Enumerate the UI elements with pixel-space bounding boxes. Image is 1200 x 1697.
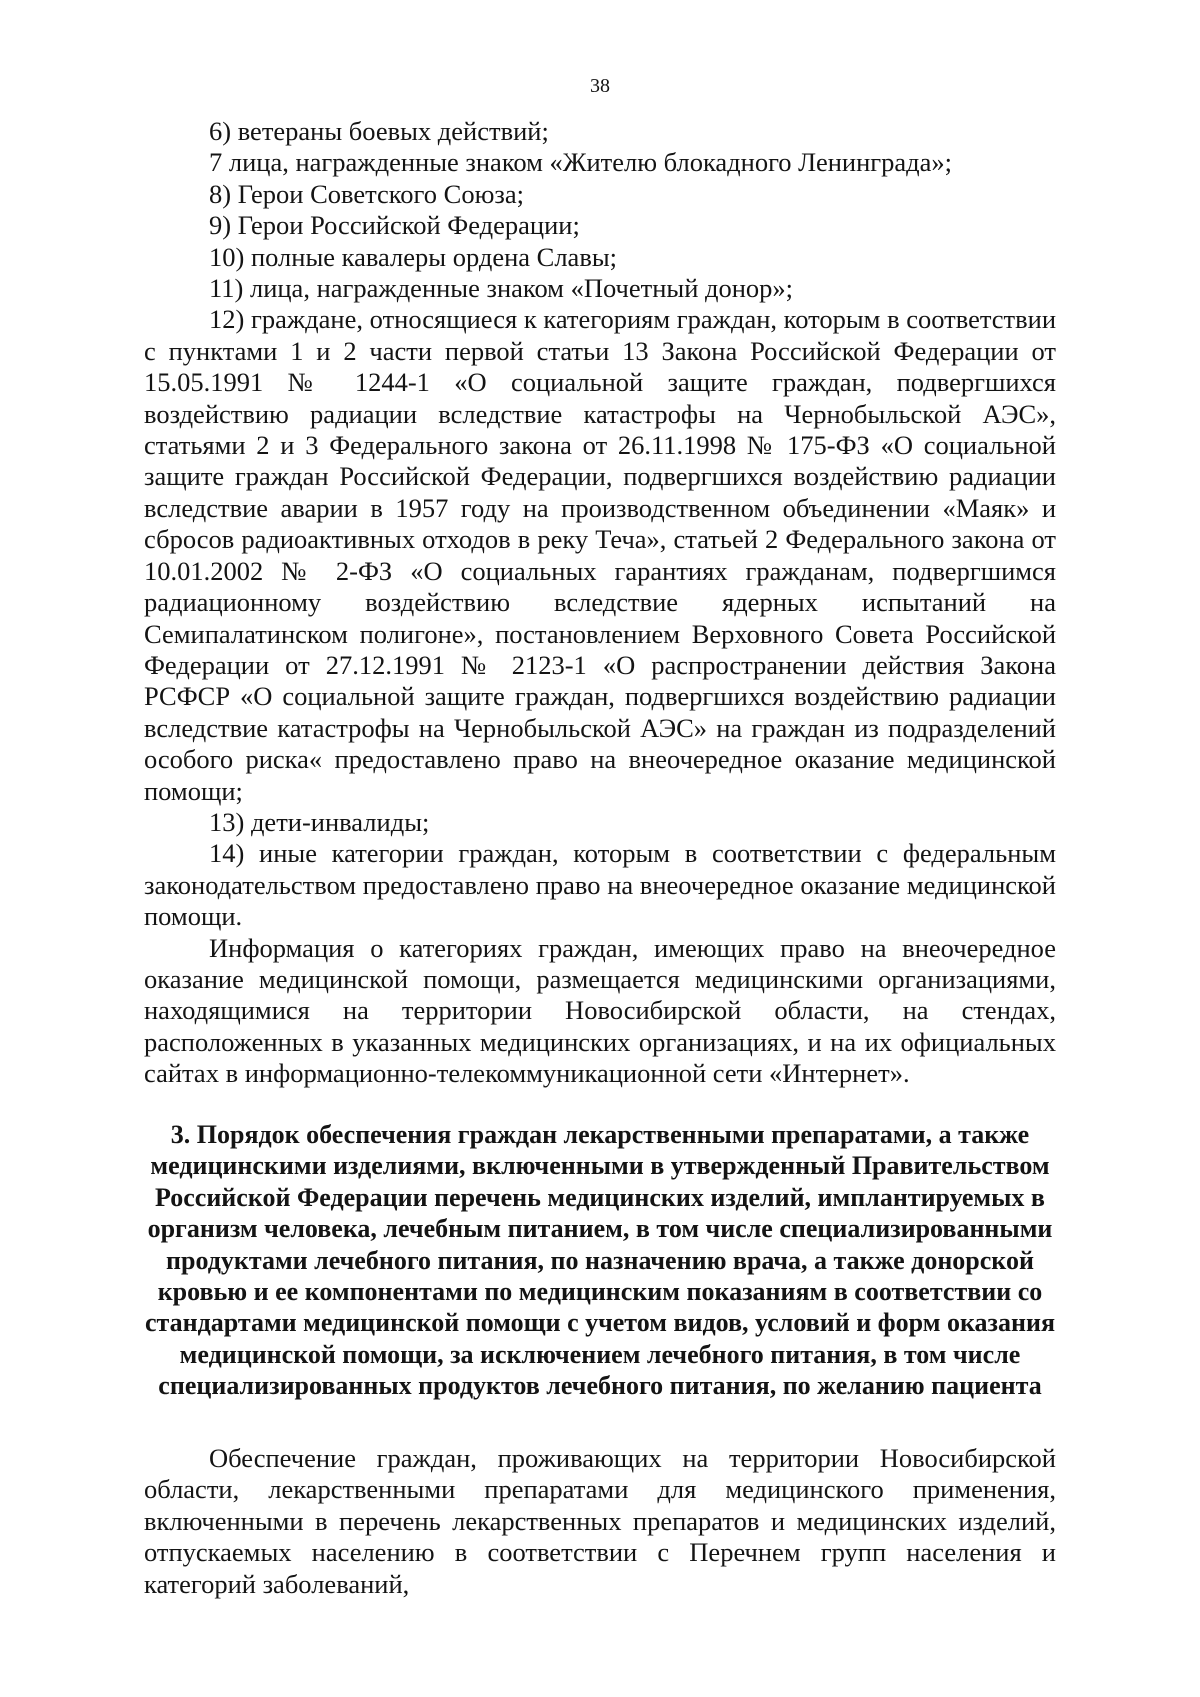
list-item: 12) граждане, относящиеся к категориям граждан, которым в соответствии с пунктами 1 и 2 части первой статьи 13 Закона Российской Федерации от 15.05.1991 № 1244-1 «О социальной защите граждан, подвергшихся воздействию радиации вследствие катастрофы на Чернобыльской АЭС», статьями 2 и 3 Федерального закона от 26.11.1998 № 175-ФЗ «О социальной защите граждан Российской Федерации, подвергшихся воздействию радиации вследствие аварии в 1957 году на производственном объединении «Маяк» и сбросов радиоактивных отходов в реку Теча», статьей 2 Федерального закона от 10.01.2002 № 2-ФЗ «О социальных гарантиях гражданам, подвергшимся радиационному воздействию вследствие ядерных испытаний на Семипалатинском полигоне», постановлением Верховного Совета Российской Федерации от 27.12.1991 № 2123-1 «О распространении действия Закона РСФСР «О социальной защите граждан, подвергшихся воздействию радиации вследствие катастрофы на Чернобыльской АЭС» на граждан из подразделений особого риска« предоставлено право на внеочередное оказание медицинской помощи;	[144, 304, 1056, 806]
list-item: 6) ветераны боевых действий;	[209, 116, 549, 146]
final-paragraph: Обеспечение граждан, проживающих на территории Новосибирской области, лекарственными препаратами для медицинского применения, включенными в перечень лекарственных препаратов и медицинских изделий, отпускаемых населению в соответствии с Перечнем групп населения и категорий заболеваний,	[144, 1443, 1056, 1599]
info-paragraph: Информация о категориях граждан, имеющих право на внеочередное оказание медицинской помощи, размещается медицинскими организациями, находящимися на территории Новосибирской области, на стендах, расположенных в указанных медицинских организациях, и на их официальных сайтах в информационно-телекоммуникационной сети «Интернет».	[144, 932, 1056, 1089]
list-item: 14) иные категории граждан, которым в соответствии с федеральным законодательством предоставлено право на внеочередное оказание медицинской помощи.	[144, 838, 1056, 932]
list-item: 10) полные кавалеры ордена Славы;	[209, 241, 617, 272]
section-heading	[144, 1119, 1056, 1402]
list-item: 13) дети-инвалиды;	[209, 806, 430, 837]
heading-line: медицинской помощи, за исключением лечебного питания, в том числе	[179, 1339, 1021, 1369]
heading-line: специализированных продуктов лечебного питания, по желанию пациента	[158, 1371, 1042, 1401]
heading-line: стандартами медицинской помощи с учетом видов, условий и форм оказания	[144, 1308, 1056, 1338]
heading-line: кровью и ее компонентами по медицинским показаниям в соответствии со	[157, 1277, 1043, 1307]
heading-line: 3. Порядок обеспечения граждан лекарственными препаратами, а также	[170, 1120, 1030, 1149]
final-section	[144, 1443, 1056, 1600]
page-number: 38	[590, 75, 610, 97]
heading-line: продуктами лечебного питания, по назначению врача, а также донорской	[166, 1245, 1034, 1275]
list-item: 7 лица, награжденные знаком «Жителю блокадного Ленинграда»;	[209, 147, 953, 178]
list-item: 9) Герои Российской Федерации;	[209, 210, 580, 241]
heading-line: Российской Федерации перечень медицинских изделий, имплантируемых в	[155, 1182, 1045, 1212]
heading-line: организм человека, лечебным питанием, в том числе специализированными	[147, 1214, 1053, 1244]
heading-line: медицинскими изделиями, включенными в утвержденный Правительством	[150, 1151, 1050, 1181]
list-item: 8) Герои Советского Союза;	[209, 178, 524, 209]
list-item: 11) лица, награжденные знаком «Почетный донор»;	[209, 273, 794, 304]
list-section	[144, 116, 1056, 1090]
